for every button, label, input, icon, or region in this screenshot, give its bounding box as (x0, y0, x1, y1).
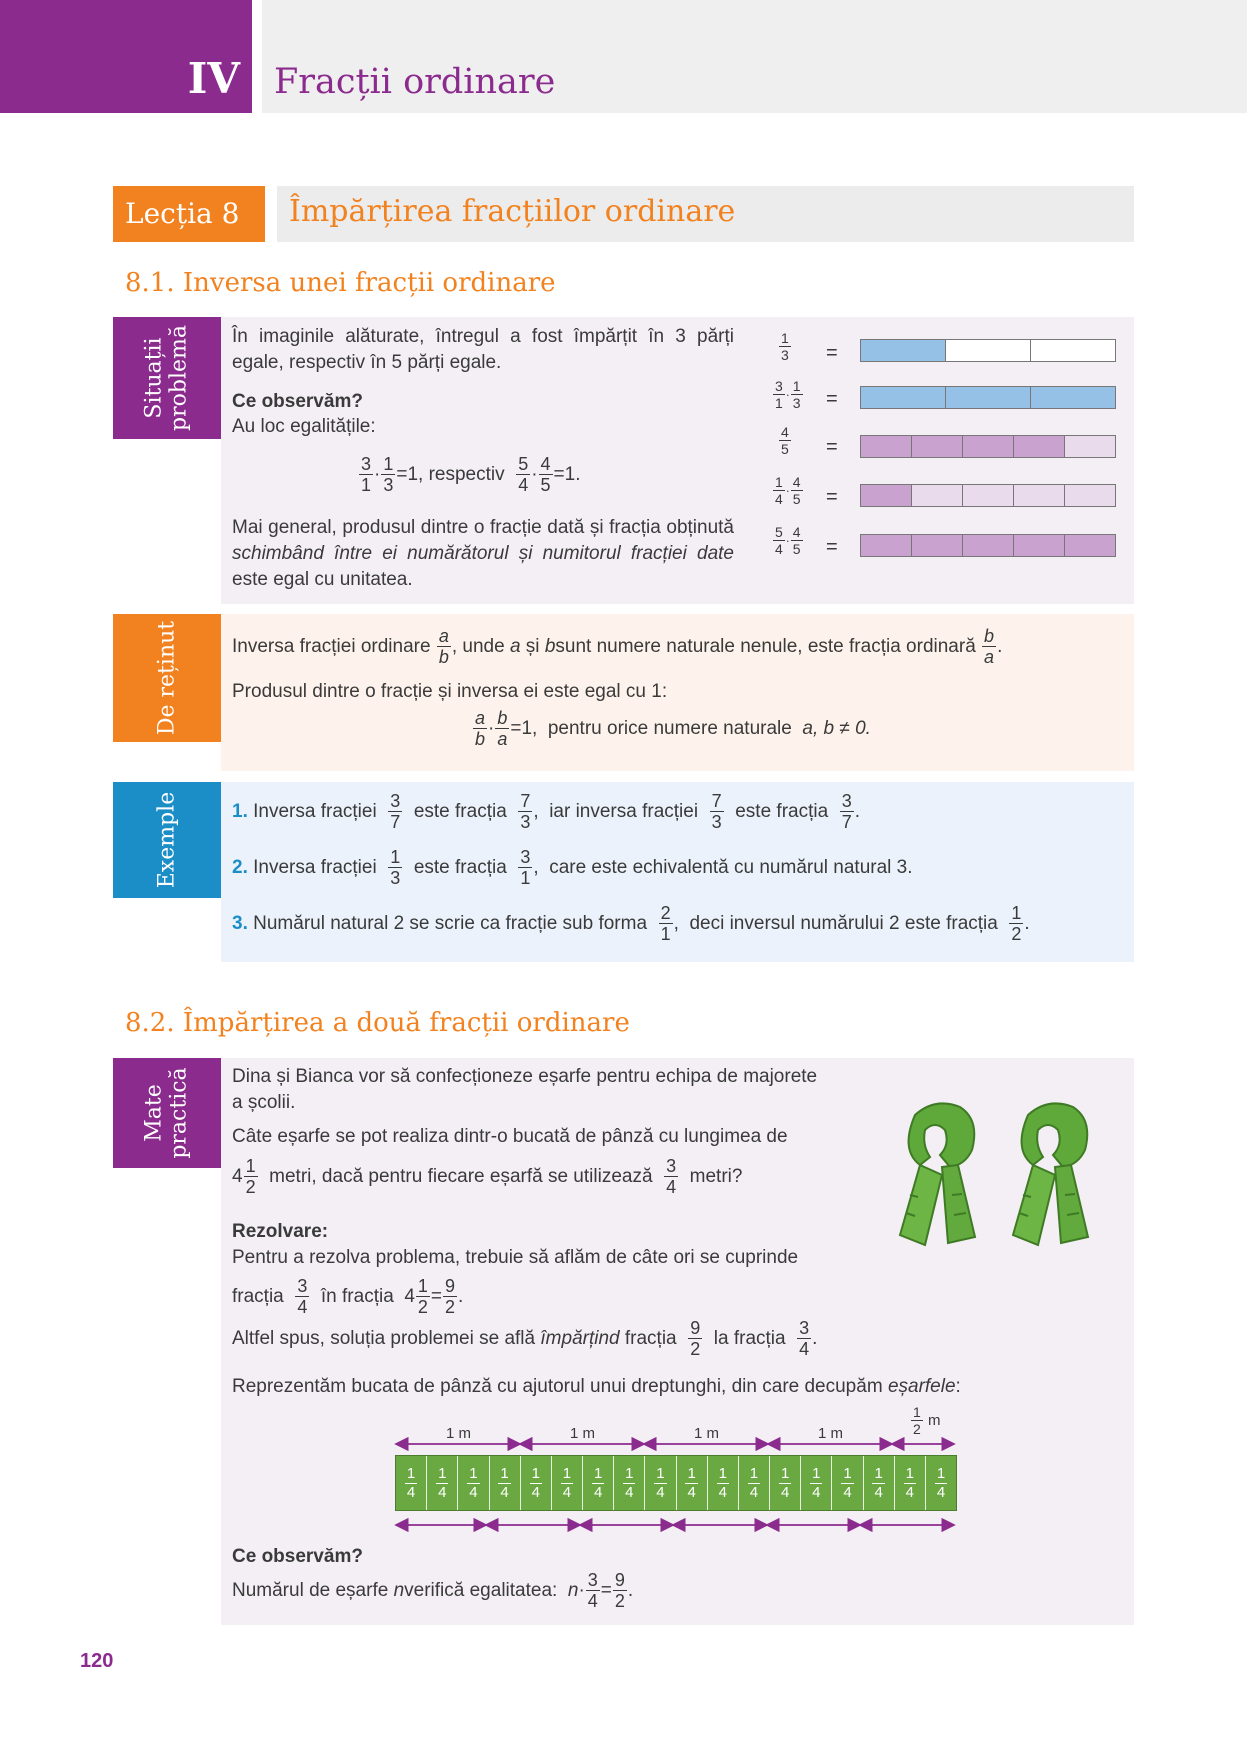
retinut-line-1: Inversa fracției ordinare a b , unde a și b sunt numere naturale nenule, este fracția ordinară b a . (232, 626, 1003, 667)
retinut-l1e: b (544, 635, 556, 657)
quarter-cell: 1 4 (458, 1456, 489, 1510)
quarter-cell: 1 4 (396, 1456, 427, 1510)
situatii-tab-line2: problemă (167, 325, 192, 431)
situatii-tab-line1: Situații (141, 337, 167, 419)
fraction-3-1-times-1-3-label: $\frac{3}{1}$ · $\frac{1}{3}$ (775, 378, 801, 411)
exemple-tab-label: Exemple (154, 791, 180, 889)
fraction-5-4-times-4-5-label: $\frac{5}{4}$ · $\frac{4}{5}$ (775, 524, 801, 557)
n-text-a: Numărul de eșarfe (232, 1579, 394, 1601)
mate-practica-tab (113, 1058, 221, 1168)
equals-sign: = (826, 486, 838, 508)
page-number: 120 (80, 1650, 114, 1672)
practica-equation-line: Numărul de eșarfe n verifică egalitatea: n · 3 4 = 9 2 . (232, 1570, 634, 1611)
example-3-a: Numărul natural 2 se scrie ca fracție sub forma (253, 912, 648, 934)
r3d: la fracția (713, 1327, 786, 1349)
section-title-8-1: 8.1. Inversa unei fracții ordinare (125, 268, 556, 298)
quarter-cell: 1 4 (801, 1456, 832, 1510)
rezolvare-line-4 (232, 1374, 961, 1400)
rezolvare-line-2: fracția 3 4 în fracția 4 1 2 = 9 2 . (232, 1276, 464, 1317)
quarter-cell: 1 4 (645, 1456, 676, 1510)
situatii-equalities-label: Au loc egalitățile: (232, 416, 376, 437)
quarter-cell: 1 4 (895, 1456, 926, 1510)
de-retinut-tab-label: De reținut (154, 620, 180, 736)
situatii-observe-heading: Ce observăm? (232, 391, 363, 412)
scarf-icon (880, 1095, 990, 1255)
quarter-cell: 1 4 (677, 1456, 708, 1510)
r4a: Reprezentăm bucata de pânză cu ajutorul unui dreptunghi, din care decupăm (232, 1376, 888, 1397)
r4c: : (955, 1376, 961, 1397)
example-3: 3. Numărul natural 2 se scrie ca fracție sub forma 2 1 , deci inversul numărului 2 este fracția 1 2 . (232, 903, 1030, 944)
exemple-tab (113, 782, 221, 898)
quarter-cell: 1 4 (583, 1456, 614, 1510)
chapter-title: Fracții ordinare (274, 62, 556, 102)
rezolvare-heading: Rezolvare: (232, 1221, 329, 1242)
practica-p3b: metri? (689, 1165, 743, 1187)
quarter-cell: 1 4 (427, 1456, 458, 1510)
equals-sign: = (826, 388, 838, 410)
n-text-b: n (393, 1579, 405, 1601)
rezolvare-line-1: Pentru a rezolva problema, trebuie să aflăm de câte ori se cuprinde (232, 1247, 799, 1268)
r3c: fracția (619, 1327, 677, 1349)
bar-one-fifth (860, 484, 1116, 507)
practica-paragraph-2: Câte eșarfe se pot realiza dintr-o bucată de pânză cu lungimea de (232, 1126, 788, 1147)
example-2-c: care este echivalentă cu numărul natural 3. (549, 856, 913, 878)
p2-part-a: Mai general, produsul dintre o fracție dată și fracția obținută (232, 517, 734, 538)
quarter-cell: 1 4 (770, 1456, 801, 1510)
example-1-a: Inversa fracției (253, 800, 377, 822)
example-3-b: deci inversul numărului 2 este fracția (689, 912, 998, 934)
quarter-cell: 1 4 (614, 1456, 645, 1510)
example-3-number: 3. (232, 912, 248, 934)
bar-three-thirds (860, 386, 1116, 409)
practica-tab-line2: practică (167, 1067, 192, 1159)
retinut-l1b: , unde (451, 635, 505, 657)
p2-part-b: schimbând între ei numărătorul și numitorul fracției date (232, 543, 734, 564)
retinut-l1f: sunt numere naturale nenule, este fracția ordinară (555, 635, 976, 657)
meter-label-2: 1 m (570, 1425, 596, 1442)
practica-paragraph-1: Dina și Bianca vor să confecționeze eșarfe pentru echipa de majorete a școlii. (232, 1066, 818, 1113)
half-meter-unit: m (927, 1412, 941, 1429)
quarter-cell: 1 4 (936, 1464, 946, 1501)
fraction-1-4-times-4-5-label: $\frac{1}{4}$ · $\frac{4}{5}$ (775, 474, 801, 507)
chapter-number-block (0, 0, 252, 113)
rezolvare-line-3: Altfel spus, soluția problemei se află împărțind fracția 9 2 la fracția 3 4 . (232, 1318, 818, 1359)
practica-p3a: metri, dacă pentru fiecare eșarfă se utilizează (269, 1165, 653, 1187)
example-1: 1. Inversa fracției 3 7 este fracția 7 3 , iar inversa fracției 7 3 este fracția 3 7 . (232, 791, 861, 832)
equals-sign: = (826, 342, 838, 364)
example-1-d: este fracția (735, 800, 829, 822)
r3b: împărțind (540, 1327, 620, 1349)
practica-observe-heading: Ce observăm? (232, 1546, 363, 1567)
meter-label-3: 1 m (694, 1425, 720, 1442)
retinut-l1d: și (520, 635, 545, 657)
fabric-strip (395, 1455, 957, 1511)
de-retinut-tab (113, 614, 221, 742)
p2-part-c: este egal cu unitatea. (232, 569, 413, 590)
practica-paragraph-3: 4 1 2 metri, dacă pentru fiecare eșarfă se utilizează 3 4 metri? (232, 1156, 743, 1197)
retinut-l1a: Inversa fracției ordinare (232, 635, 431, 657)
retinut-l3: pentru orice numere naturale (547, 717, 792, 739)
quarter-cell: 1 4 (552, 1456, 583, 1510)
example-1-b: este fracția (413, 800, 507, 822)
quarter-cell: 1 4 (521, 1456, 552, 1510)
situatii-paragraph-1: În imaginile alăturate, întregul a fost împărțit în 3 părți egale, respectiv în 5 părți egale. (232, 326, 734, 373)
scarf-icon (993, 1095, 1103, 1255)
fraction-4-5-label: $\frac{4}{5}$ (781, 424, 789, 457)
equals-sign: = (826, 436, 838, 458)
respectiv-text: , respectiv (418, 463, 505, 485)
situatii-problema-tab (113, 317, 221, 439)
quarter-cell: 1 4 (739, 1456, 770, 1510)
situatii-paragraph-2 (232, 515, 734, 593)
example-1-c: iar inversa fracției (549, 800, 699, 822)
chapter-number: IV (187, 54, 240, 103)
equals-sign: = (826, 536, 838, 558)
retinut-l1c: a (509, 635, 521, 657)
bar-four-fifths (860, 435, 1116, 458)
situatii-formula: 3 1 · 1 3 =1 , respectiv 5 4 · 4 5 =1. (361, 454, 581, 495)
retinut-line-2: Produsul dintre o fracție și inversa ei este egal cu 1: (232, 681, 668, 702)
meter-label-4: 1 m (818, 1425, 844, 1442)
example-2-number: 2. (232, 856, 248, 878)
meter-label-1: 1 m (446, 1425, 472, 1442)
example-1-number: 1. (232, 800, 248, 822)
n-text-c: verifică egalitatea: (404, 1579, 558, 1601)
quarter-cell: 1 4 (864, 1456, 895, 1510)
bar-one-third (860, 339, 1116, 362)
chapter-title-bar (262, 0, 1247, 113)
quarter-cell: 1 4 (832, 1456, 863, 1510)
lesson-tag: Lecția 8 (113, 186, 265, 242)
lesson-title: Împărțirea fracțiilor ordinare (277, 186, 1134, 242)
example-2-a: Inversa fracției (253, 856, 377, 878)
r4b: eșarfele (887, 1376, 956, 1397)
quarter-cell: 1 4 (708, 1456, 739, 1510)
example-2-b: este fracția (413, 856, 507, 878)
bar-five-fifths (860, 534, 1116, 557)
half-meter-label: 1 2 m (913, 1404, 941, 1437)
r2b: în fracția (320, 1285, 394, 1307)
fraction-1-3-label: $\frac{1}{3}$ (781, 330, 789, 363)
r3a: Altfel spus, soluția problemei se află (232, 1327, 541, 1349)
section-title-8-2: 8.2. Împărțirea a două fracții ordinare (125, 1008, 630, 1038)
retinut-l3b: a, b ≠ 0. (802, 717, 871, 739)
practica-tab-line1: Mate (141, 1084, 167, 1142)
example-2: 2. Inversa fracției 1 3 este fracția 3 1 , care este echivalentă cu numărul natural 3. (232, 847, 913, 888)
quarter-cell: 1 4 (490, 1456, 521, 1510)
r2a: fracția (232, 1285, 284, 1307)
retinut-line-3: a b · b a =1, pentru orice numere naturale a, b ≠ 0. (475, 708, 871, 749)
